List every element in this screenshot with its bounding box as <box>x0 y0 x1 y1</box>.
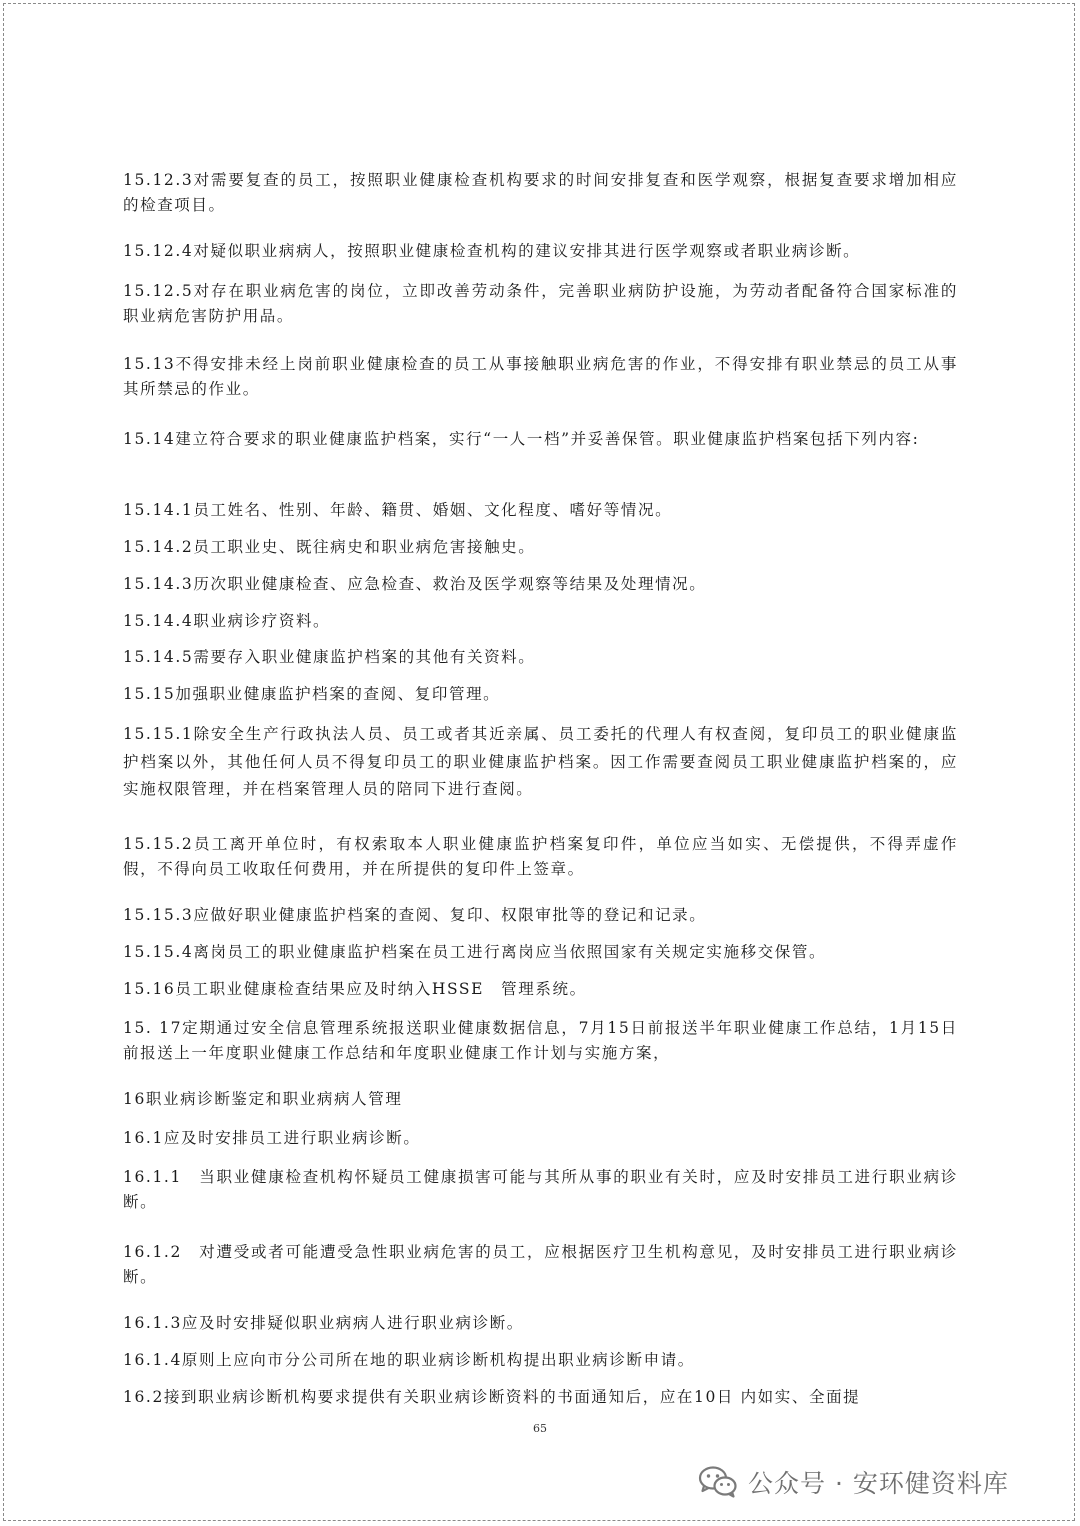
paragraph-15-12-4: 15.12.4对疑似职业病病人，按照职业健康检查机构的建议安排其进行医学观察或者职业病诊断。 <box>123 242 861 260</box>
paragraph-15-15-2: 15.15.2员工离开单位时，有权索取本人职业健康监护档案复印件，单位应当如实、无偿提供，不得弄虚作假，不得向员工收取任何费用，并在所提供的复印件上签章。 <box>123 835 958 878</box>
paragraph-15-14-4: 15.14.4职业病诊疗资料。 <box>123 612 331 630</box>
paragraph-15-15-4: 15.15.4离岗员工的职业健康监护档案在员工进行离岗应当依照国家有关规定实施移交保管。 <box>123 943 827 961</box>
paragraph-16-1-4: 16.1.4原则上应向市分公司所在地的职业病诊断机构提出职业病诊断申请。 <box>123 1351 695 1369</box>
page-number: 65 <box>533 1422 547 1435</box>
paragraph-15-15: 15.15加强职业健康监护档案的查阅、复印管理。 <box>123 685 501 703</box>
paragraph-16-1-3: 16.1.3应及时安排疑似职业病病人进行职业病诊断。 <box>123 1314 524 1332</box>
watermark-text: 公众号 · 安环健资料库 <box>748 1469 1009 1498</box>
paragraph-16-1: 16.1应及时安排员工进行职业病诊断。 <box>123 1129 421 1147</box>
paragraph-16-1-2: 16.1.2 对遭受或者可能遭受急性职业病危害的员工，应根据医疗卫生机构意见，及时安排员工进行职业病诊断。 <box>123 1243 958 1286</box>
paragraph-15-14-5: 15.14.5需要存入职业健康监护档案的其他有关资料。 <box>123 648 536 666</box>
watermark <box>698 1460 1009 1504</box>
paragraph-15-12-5: 15.12.5对存在职业病危害的岗位，立即改善劳动条件，完善职业病防护设施，为劳动者配备符合国家标准的职业病危害防护用品。 <box>123 282 958 325</box>
wechat-icon <box>698 1465 738 1499</box>
paragraph-15-14-3: 15.14.3历次职业健康检查、应急检查、救治及医学观察等结果及处理情况。 <box>123 575 707 593</box>
paragraph-16-1-1: 16.1.1 当职业健康检查机构怀疑员工健康损害可能与其所从事的职业有关时，应及时安排员工进行职业病诊断。 <box>123 1168 958 1211</box>
section-heading-16: 16职业病诊断鉴定和职业病病人管理 <box>123 1090 403 1108</box>
paragraph-15-17: 15. 17定期通过安全信息管理系统报送职业健康数据信息，7月15日前报送半年职业健康工作总结，1月15日前报送上一年度职业健康工作总结和年度职业健康工作计划与实施方案， <box>123 1019 958 1062</box>
paragraph-15-15-1: 15.15.1除安全生产行政执法人员、员工或者其近亲属、员工委托的代理人有权查阅，复印员工的职业健康监护档案以外，其他任何人员不得复印员工的职业健康监护档案。因工作需要查阅员工职业健康监护档案的，应实施权限管理，并在档案管理人员的陪同下进行查阅。 <box>123 725 958 798</box>
paragraph-15-12-3: 15.12.3对需要复查的员工，按照职业健康检查机构要求的时间安排复查和医学观察，根据复查要求增加相应的检查项目。 <box>123 171 958 214</box>
paragraph-16-2: 16.2接到职业病诊断机构要求提供有关职业病诊断资料的书面通知后，应在10日 内如实、全面提 <box>123 1388 861 1406</box>
paragraph-15-14: 15.14建立符合要求的职业健康监护档案，实行“一人一档”并妥善保管。职业健康监护档案包括下列内容: <box>123 430 920 448</box>
paragraph-15-14-1: 15.14.1员工姓名、性别、年龄、籍贯、婚姻、文化程度、嗜好等情况。 <box>123 501 673 519</box>
paragraph-15-16: 15.16员工职业健康检查结果应及时纳入HSSE 管理系统。 <box>123 980 587 998</box>
paragraph-15-14-2: 15.14.2员工职业史、既往病史和职业病危害接触史。 <box>123 538 536 556</box>
paragraph-15-15-3: 15.15.3应做好职业健康监护档案的查阅、复印、权限审批等的登记和记录。 <box>123 906 707 924</box>
paragraph-15-13: 15.13不得安排未经上岗前职业健康检查的员工从事接触职业病危害的作业，不得安排有职业禁忌的员工从事其所禁忌的作业。 <box>123 355 958 398</box>
